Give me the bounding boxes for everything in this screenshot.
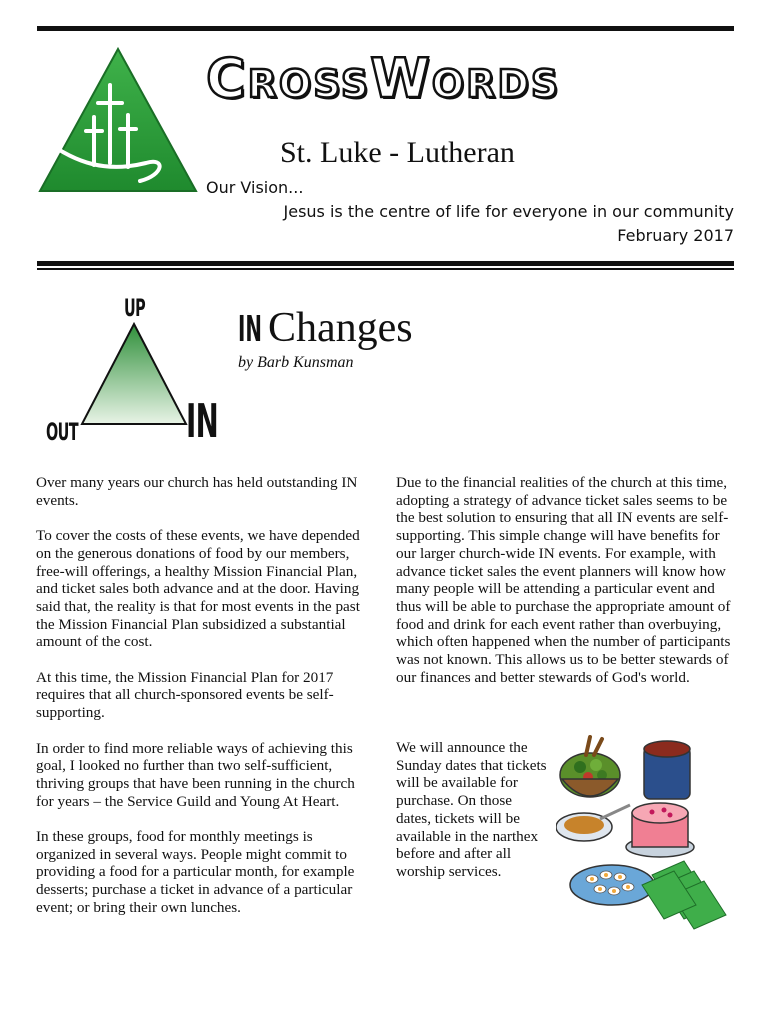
top-rule <box>37 26 734 31</box>
article-title-text: Changes <box>268 305 413 351</box>
article-byline: by Barb Kunsman <box>238 354 354 371</box>
paragraph: At this time, the Mission Financial Plan for 2017 requires that all church-sponsored events be self-supporting. <box>36 668 334 722</box>
paragraph: To cover the costs of these events, we have depended on the generous donations of food by our members, free-will offerings, a healthy Mission Financial Plan, and ticket sales both advance and at the door. Having said that, the reality is that for most events in the past the Mission Financial Plan subsidized a substantial amount of the cost. <box>36 527 360 651</box>
vision-label: Our Vision... <box>206 178 304 197</box>
diagram-label-in: IN <box>186 394 219 448</box>
paragraph: Due to the financial realities of the church at this time, adopting a strategy of advance ticket sales seems to be the best solution to ensuring that all IN events are self-supporting. This simple change will have benefits for our larger church-wide IN events. For example, with advance ticket sales the event planners will know how many people will be attending a particular event and thus will be able to purchase the appropriate amount of food and drink for each event rather than overbuying, which often happened when the number of participants was not known. This allows us to be better stewards of our finances and better stewards of God's world. <box>396 474 731 686</box>
church-name: St. Luke - Lutheran <box>280 136 515 169</box>
newsletter-title: CrossWords <box>206 47 561 110</box>
article-title-prefix: IN <box>238 309 262 350</box>
diagram-label-out: OUT <box>46 418 78 446</box>
food-illustration-icon <box>556 735 736 935</box>
paragraph: In these groups, food for monthly meetings is organized in several ways. People might commit to providing a food for a particular month, for example desserts; purchase a ticket in advance of a particular event; or bring their own lunches. <box>36 828 355 916</box>
up-out-in-diagram <box>40 290 220 450</box>
header-bottom-rule <box>37 261 734 266</box>
article-column-left <box>36 474 376 934</box>
vision-statement: Jesus is the centre of life for everyone in our community <box>283 202 734 221</box>
article-column-right <box>396 474 734 704</box>
church-logo-icon <box>36 45 200 195</box>
diagram-label-up: UP <box>124 294 146 322</box>
issue-date: February 2017 <box>617 226 734 245</box>
paragraph: Over many years our church has held outstanding IN events. <box>36 474 358 509</box>
article-title <box>238 304 413 352</box>
paragraph: In order to find more reliable ways of achieving this goal, I looked no further than two self-sufficient, thriving groups that have been running in the church for years – the Service Guild and Young At Heart. <box>36 739 355 810</box>
header-bottom-rule-thin <box>37 268 734 270</box>
ticket-announcement: We will announce the Sunday dates that tickets will be available for purchase. On those dates, tickets will be available in the narthex before and after all worship services. <box>396 739 547 880</box>
